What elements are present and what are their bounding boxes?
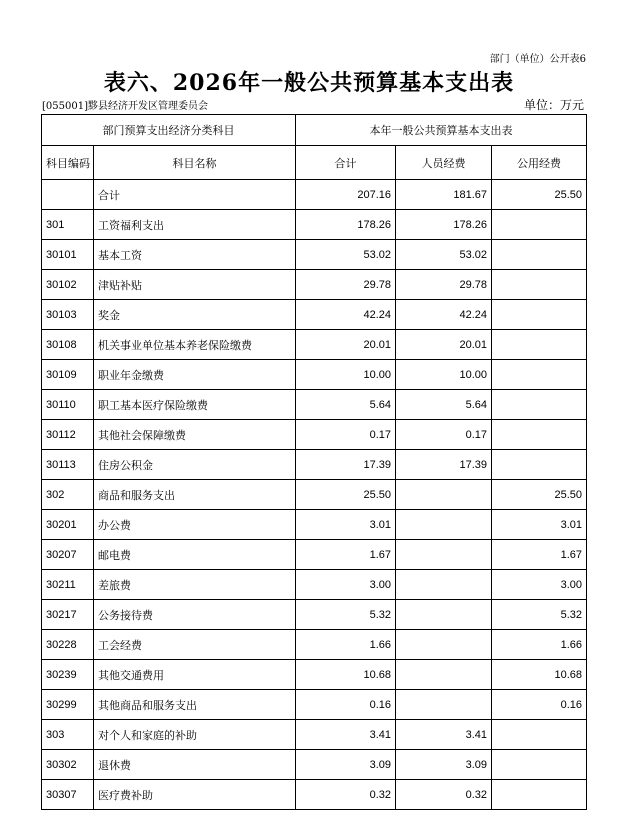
cell-personnel: 5.64 (396, 390, 492, 420)
table-row (42, 690, 587, 720)
cell-public (492, 420, 587, 450)
table-row (42, 540, 587, 570)
cell-code: 302 (42, 480, 94, 510)
cell-name: 差旅费 (94, 570, 296, 600)
cell-total: 0.32 (296, 780, 396, 810)
cell-code: 30102 (42, 270, 94, 300)
cell-name: 退休费 (94, 750, 296, 780)
group-header-budget: 本年一般公共预算基本支出表 (296, 115, 587, 146)
cell-public (492, 240, 587, 270)
cell-name: 职工基本医疗保险缴费 (94, 390, 296, 420)
cell-code: 30112 (42, 420, 94, 450)
cell-personnel (396, 690, 492, 720)
cell-personnel: 20.01 (396, 330, 492, 360)
cell-personnel: 0.17 (396, 420, 492, 450)
table-row (42, 240, 587, 270)
cell-public (492, 270, 587, 300)
cell-public (492, 330, 587, 360)
cell-personnel: 10.00 (396, 360, 492, 390)
cell-code: 30113 (42, 450, 94, 480)
column-header-name: 科目名称 (94, 146, 296, 180)
cell-name: 对个人和家庭的补助 (94, 720, 296, 750)
table-row (42, 720, 587, 750)
cell-public: 25.50 (492, 480, 587, 510)
cell-name: 基本工资 (94, 240, 296, 270)
table-row (42, 420, 587, 450)
cell-public: 3.00 (492, 570, 587, 600)
cell-total: 1.67 (296, 540, 396, 570)
table-row (42, 510, 587, 540)
table-body (42, 180, 587, 810)
cell-total: 0.16 (296, 690, 396, 720)
cell-public: 3.01 (492, 510, 587, 540)
column-header-code: 科目编码 (42, 146, 94, 180)
cell-code: 30217 (42, 600, 94, 630)
table-row (42, 570, 587, 600)
cell-total: 5.64 (296, 390, 396, 420)
cell-personnel: 3.41 (396, 720, 492, 750)
budget-table (41, 114, 587, 810)
cell-name: 工会经费 (94, 630, 296, 660)
cell-personnel (396, 480, 492, 510)
cell-name: 公务接待费 (94, 600, 296, 630)
table-row (42, 630, 587, 660)
cell-total: 0.17 (296, 420, 396, 450)
cell-total: 3.09 (296, 750, 396, 780)
cell-personnel (396, 660, 492, 690)
column-header-total: 合计 (296, 146, 396, 180)
cell-personnel: 29.78 (396, 270, 492, 300)
cell-personnel: 53.02 (396, 240, 492, 270)
cell-code: 303 (42, 720, 94, 750)
cell-public (492, 390, 587, 420)
cell-total: 3.00 (296, 570, 396, 600)
cell-name: 邮电费 (94, 540, 296, 570)
cell-total: 3.01 (296, 510, 396, 540)
cell-name: 职业年金缴费 (94, 360, 296, 390)
cell-code: 30239 (42, 660, 94, 690)
cell-code: 30103 (42, 300, 94, 330)
cell-total: 5.32 (296, 600, 396, 630)
cell-name: 奖金 (94, 300, 296, 330)
cell-name: 其他商品和服务支出 (94, 690, 296, 720)
cell-personnel: 3.09 (396, 750, 492, 780)
cell-personnel (396, 510, 492, 540)
cell-public: 10.68 (492, 660, 587, 690)
cell-public (492, 780, 587, 810)
cell-total: 10.68 (296, 660, 396, 690)
cell-code: 30101 (42, 240, 94, 270)
cell-code (42, 180, 94, 210)
cell-code: 301 (42, 210, 94, 240)
cell-name: 其他交通费用 (94, 660, 296, 690)
cell-public (492, 750, 587, 780)
column-header-public: 公用经费 (492, 146, 587, 180)
table-row (42, 300, 587, 330)
cell-public (492, 450, 587, 480)
table-row (42, 660, 587, 690)
cell-public: 1.66 (492, 630, 587, 660)
cell-name: 商品和服务支出 (94, 480, 296, 510)
organization-label: [055001]黟县经济开发区管理委员会 (42, 101, 208, 112)
cell-name: 津贴补贴 (94, 270, 296, 300)
cell-personnel: 178.26 (396, 210, 492, 240)
table-row (42, 780, 587, 810)
cell-personnel (396, 570, 492, 600)
cell-code: 30110 (42, 390, 94, 420)
cell-name: 其他社会保障缴费 (94, 420, 296, 450)
cell-code: 30228 (42, 630, 94, 660)
cell-code: 30307 (42, 780, 94, 810)
cell-code: 30201 (42, 510, 94, 540)
cell-public: 5.32 (492, 600, 587, 630)
cell-code: 30299 (42, 690, 94, 720)
cell-personnel: 0.32 (396, 780, 492, 810)
table-row (42, 180, 587, 210)
cell-name: 机关事业单位基本养老保险缴费 (94, 330, 296, 360)
unit-label: 单位：万元 (523, 98, 584, 112)
cell-total: 10.00 (296, 360, 396, 390)
group-header-classification: 部门预算支出经济分类科目 (42, 115, 296, 146)
table-row (42, 480, 587, 510)
cell-total: 3.41 (296, 720, 396, 750)
cell-personnel (396, 630, 492, 660)
table-row (42, 360, 587, 390)
cell-personnel: 42.24 (396, 300, 492, 330)
page-title: 表六、2026年一般公共预算基本支出表 (103, 70, 515, 96)
cell-code: 30207 (42, 540, 94, 570)
cell-name: 医疗费补助 (94, 780, 296, 810)
cell-total: 53.02 (296, 240, 396, 270)
column-header-personnel: 人员经费 (396, 146, 492, 180)
table-column-header-row (42, 146, 587, 180)
cell-name: 工资福利支出 (94, 210, 296, 240)
table-row (42, 600, 587, 630)
cell-total: 178.26 (296, 210, 396, 240)
cell-personnel: 17.39 (396, 450, 492, 480)
cell-code: 30108 (42, 330, 94, 360)
table-row (42, 390, 587, 420)
table-group-header-row (42, 115, 587, 146)
cell-personnel (396, 540, 492, 570)
report-corner-label: 部门（单位）公开表6 (489, 54, 586, 65)
cell-total: 17.39 (296, 450, 396, 480)
cell-name: 合计 (94, 180, 296, 210)
cell-total: 1.66 (296, 630, 396, 660)
cell-code: 30109 (42, 360, 94, 390)
cell-total: 20.01 (296, 330, 396, 360)
cell-name: 住房公积金 (94, 450, 296, 480)
cell-code: 30211 (42, 570, 94, 600)
cell-total: 207.16 (296, 180, 396, 210)
cell-code: 30302 (42, 750, 94, 780)
table-row (42, 450, 587, 480)
cell-total: 42.24 (296, 300, 396, 330)
table-row (42, 750, 587, 780)
cell-public: 0.16 (492, 690, 587, 720)
cell-personnel: 181.67 (396, 180, 492, 210)
table-row (42, 210, 587, 240)
cell-public (492, 210, 587, 240)
cell-public (492, 720, 587, 750)
cell-public (492, 360, 587, 390)
table-row (42, 330, 587, 360)
table-row (42, 270, 587, 300)
cell-public: 1.67 (492, 540, 587, 570)
cell-total: 29.78 (296, 270, 396, 300)
cell-personnel (396, 600, 492, 630)
cell-public (492, 300, 587, 330)
cell-public: 25.50 (492, 180, 587, 210)
cell-total: 25.50 (296, 480, 396, 510)
cell-name: 办公费 (94, 510, 296, 540)
